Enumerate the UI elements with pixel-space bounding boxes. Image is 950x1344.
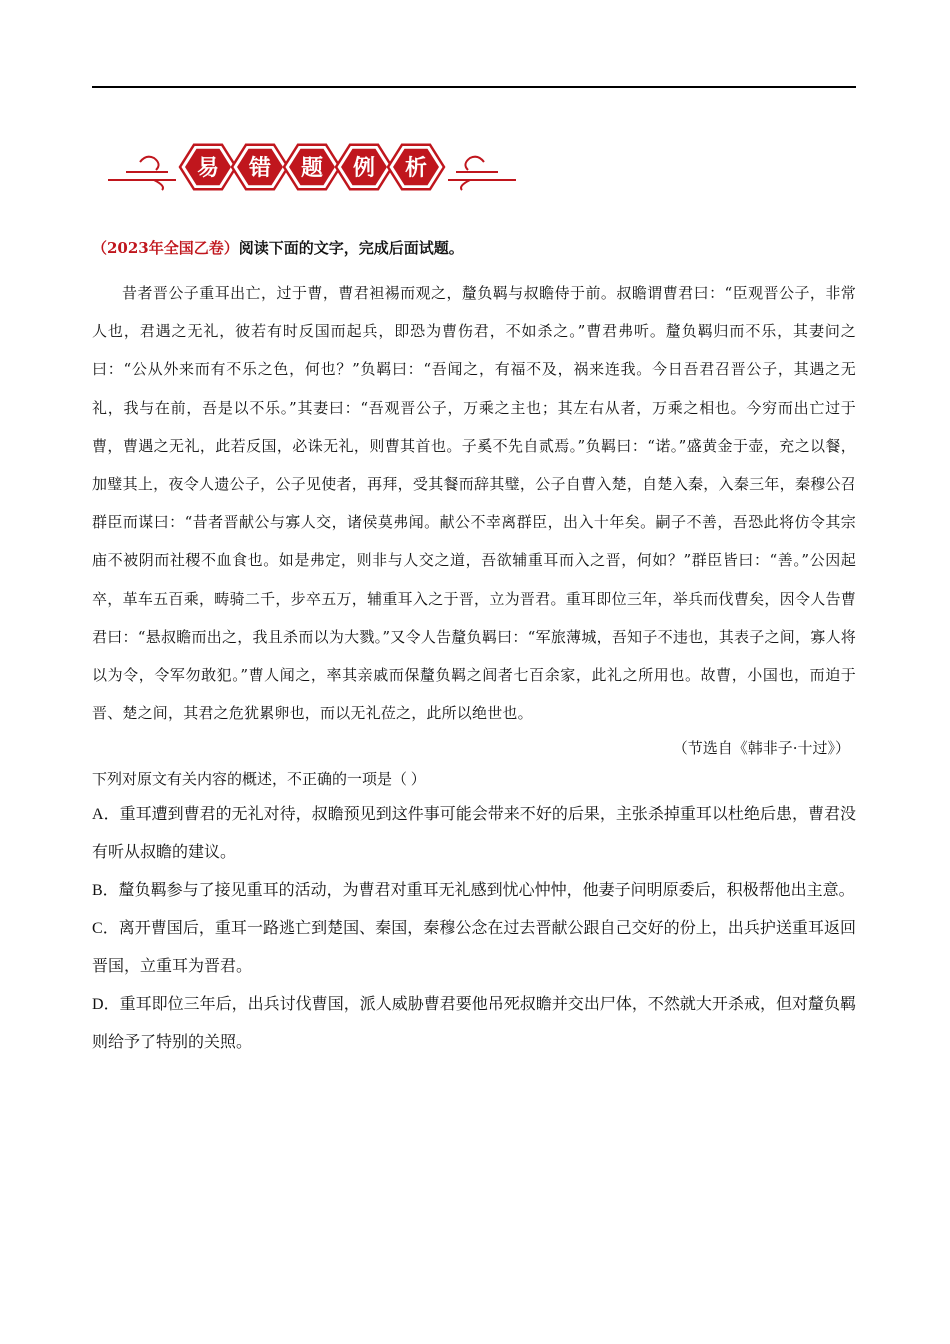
- question-source: （2023年全国乙卷）: [92, 239, 239, 257]
- banner-char: 题: [300, 155, 323, 181]
- option-d[interactable]: D．重耳即位三年后，出兵讨伐曹国，派人威胁曹君要他吊死叔瞻并交出尸体，不然就大开杀戒，但对釐负羁则给予了特别的关照。: [92, 996, 856, 1052]
- passage-citation: （节选自《韩非子·十过》）: [672, 739, 850, 758]
- banner-char: 例: [352, 155, 375, 181]
- option-a[interactable]: A．重耳遭到曹君的无礼对待，叔瞻预见到这件事可能会带来不好的后果，主张杀掉重耳以杜绝后患，曹君没有听从叔瞻的建议。: [92, 806, 856, 862]
- question-stem: 下列对原文有关内容的概述，不正确的一项是（ ）: [92, 772, 426, 789]
- top-rule: [92, 86, 856, 88]
- section-banner: [106, 138, 518, 196]
- banner-char: 错: [248, 155, 271, 181]
- banner-char: 析: [404, 155, 427, 181]
- option-b[interactable]: B．釐负羁参与了接见重耳的活动，为曹君对重耳无礼感到忧心忡忡，他妻子问明原委后，积极帮他出主意。: [92, 882, 855, 900]
- option-c[interactable]: C．离开曹国后，重耳一路逃亡到楚国、秦国，秦穆公念在过去晋献公跟自己交好的份上，出兵护送重耳返回晋国，立重耳为晋君。: [92, 920, 856, 976]
- banner-char: 易: [196, 155, 219, 181]
- question-instruction: 阅读下面的文字，完成后面试题。: [238, 239, 464, 257]
- question-header: [92, 238, 856, 258]
- question-block: [92, 238, 856, 1062]
- passage-text: 昔者晋公子重耳出亡，过于曹，曹君袒裼而观之，釐负羁与叔瞻侍于前。叔瞻谓曹君曰：“臣观晋公子，非常人也，君遇之无礼，彼若有时反国而起兵，即恐为曹伤君，不如杀之。”曹君弗听。釐负羁归而不乐，其妻问之曰：“公从外来而有不乐之色，何也？”负羁曰：“吾闻之，有福不及，祸来连我。今日吾君召晋公子，其遇之无礼，我与在前，吾是以不乐。”其妻曰：“吾观晋公子，万乘之主也；其左右从者，万乘之相也。今穷而出亡过于曹，曹遇之无礼，此若反国，必诛无礼，则曹其首也。子奚不先自贰焉。”负羁曰：“诺。”盛黄金于壶，充之以餐，加璧其上，夜令人遗公子，公子见使者，再拜，受其餐而辞其璧，公子自曹入楚，自楚入秦，入秦三年，秦穆公召群臣而谋曰：“昔者晋献公与寡人交，诸侯莫弗闻。献公不幸离群臣，出入十年矣。嗣子不善，吾恐此将仿令其宗庙不被阴而社稷不血食也。如是弗定，则非与人交之道，吾欲辅重耳而入之晋，何如？”群臣皆曰：“善。”公因起卒，革车五百乘，畴骑二千，步卒五万，辅重耳入之于晋，立为晋君。重耳即位三年，举兵而伐曹矣，因令人告曹君曰：“悬叔瞻而出之，我且杀而以为大戮。”又令人告釐负羁曰：“军旅薄城，吾知子不违也，其表子之间，寡人将以为令，令军勿敢犯。”曹人闻之，率其亲戚而保釐负羁之闾者七百余家，此礼之所用也。故曹，小国也，而迫于晋、楚之间，其君之危犹累卵也，而以无礼莅之，此所以绝世也。: [92, 284, 856, 723]
